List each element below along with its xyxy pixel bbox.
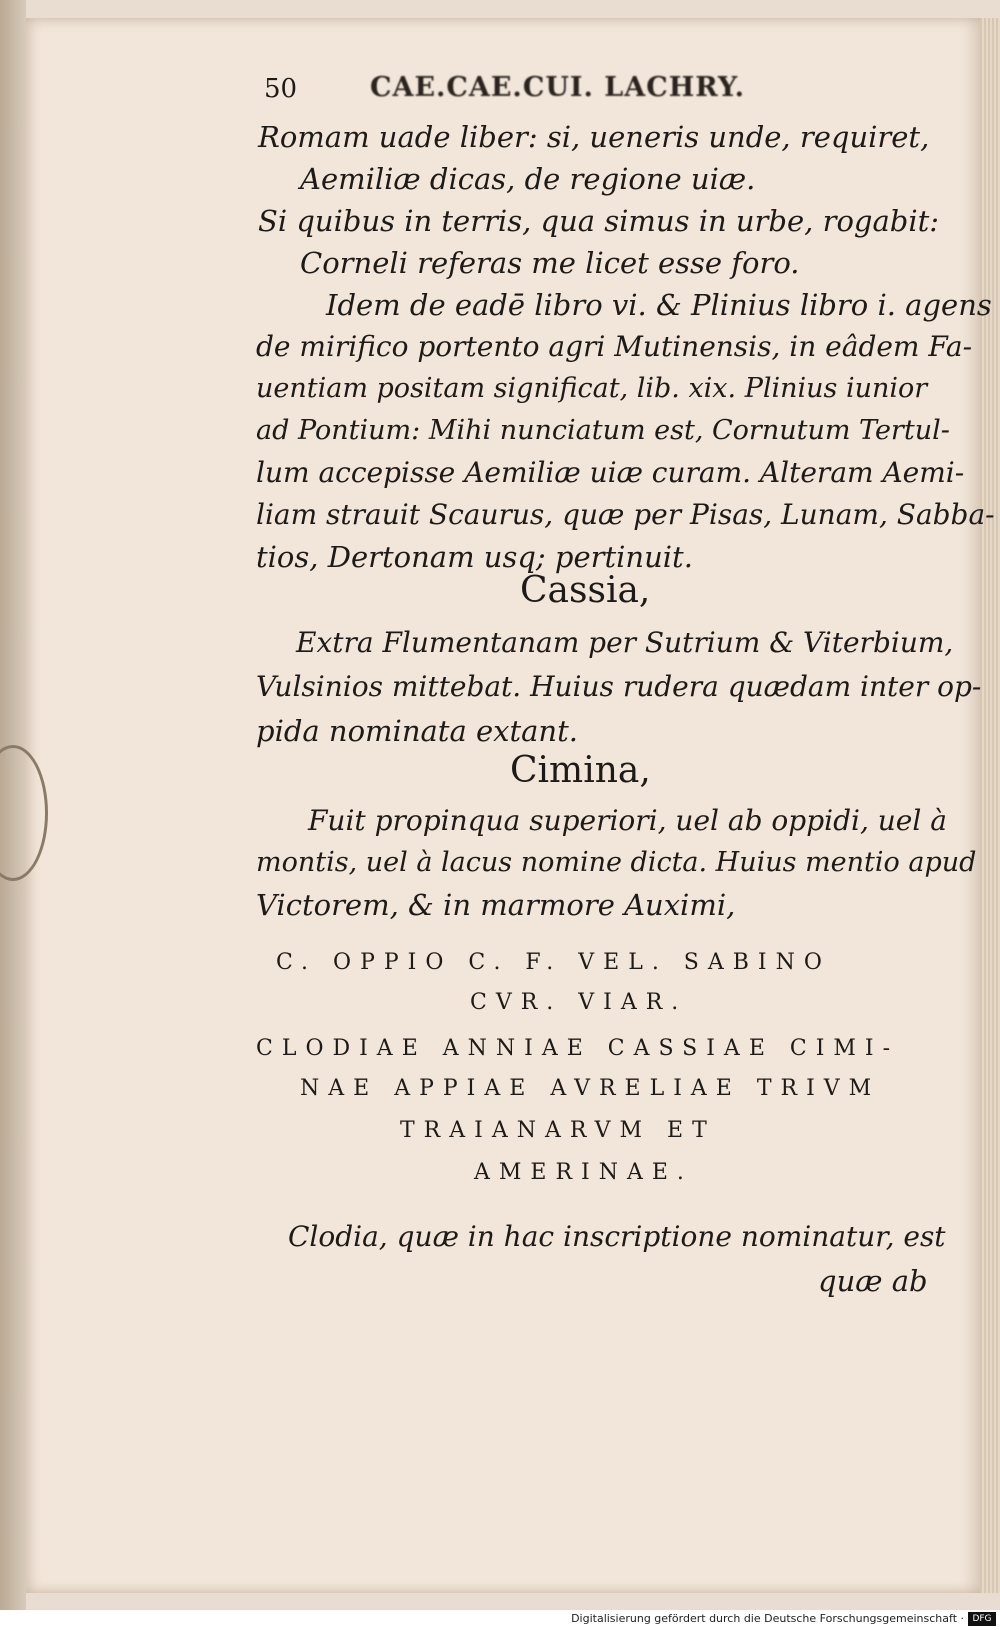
text-line: Romam uade liber: si, ueneris unde, requiret, (258, 120, 930, 154)
text-line: uentiam positam significat, lib. xix. Plinius iunior (256, 373, 928, 404)
text-line: Extra Flumentanam per Sutrium & Viterbium, (296, 626, 954, 659)
text-line: tios, Dertonam usq; pertinuit. (256, 540, 693, 574)
page-number: 50 (264, 74, 298, 104)
text-line: pida nominata extant. (256, 714, 578, 748)
text-line: montis, uel à lacus nomine dicta. Huius mentio apud (256, 847, 977, 878)
page-edges (980, 18, 1000, 1593)
text-line: Victorem, & in marmore Auximi, (256, 888, 736, 922)
text-line: liam strauit Scaurus, quæ per Pisas, Lunam, Sabba- (256, 498, 995, 531)
text-line: de mirifico portento agri Mutinensis, in eâdem Fa- (256, 330, 973, 363)
catchword: quæ ab (818, 1264, 928, 1298)
dfg-logo-icon: DFG (968, 1612, 996, 1626)
text-line: Clodia, quæ in hac inscriptione nominatur, est (288, 1220, 946, 1253)
inscription-line: NAE APPIAE AVRELIAE TRIVM (300, 1076, 881, 1101)
digitization-footer (0, 1610, 1000, 1630)
section-heading-cassia: Cassia, (520, 570, 651, 611)
inscription-line: TRAIANARVM ET (400, 1118, 716, 1143)
text-line: ad Pontium: Mihi nunciatum est, Cornutum Tertul- (256, 415, 950, 446)
text-line: lum accepisse Aemiliæ uiæ curam. Alteram Aemi- (256, 456, 965, 489)
inscription-line: C. OPPIO C. F. VEL. SABINO (276, 950, 831, 975)
inscription-line: CLODIAE ANNIAE CASSIAE CIMI- (256, 1036, 900, 1061)
text-line: Fuit propinqua superiori, uel ab oppidi, uel à (308, 804, 947, 837)
footer-credit: Digitalisierung gefördert durch die Deutsche Forschungsgemeinschaft · (571, 1612, 964, 1625)
inscription-line: AMERINAE. (474, 1160, 693, 1185)
text-line: Vulsinios mittebat. Huius rudera quædam inter op- (256, 670, 982, 703)
running-head: CAE.CAE.CUI. LACHRY. (370, 72, 746, 103)
text-line: Corneli referas me licet esse foro. (300, 246, 800, 280)
inscription-line: CVR. VIAR. (470, 990, 688, 1015)
text-line: Si quibus in terris, qua simus in urbe, rogabit: (258, 204, 940, 238)
section-heading-cimina: Cimina, (510, 750, 651, 791)
text-line: Aemiliæ dicas, de regione uiæ. (300, 162, 756, 196)
text-line: Idem de eadē libro vi. & Plinius libro i. agens (326, 288, 992, 322)
